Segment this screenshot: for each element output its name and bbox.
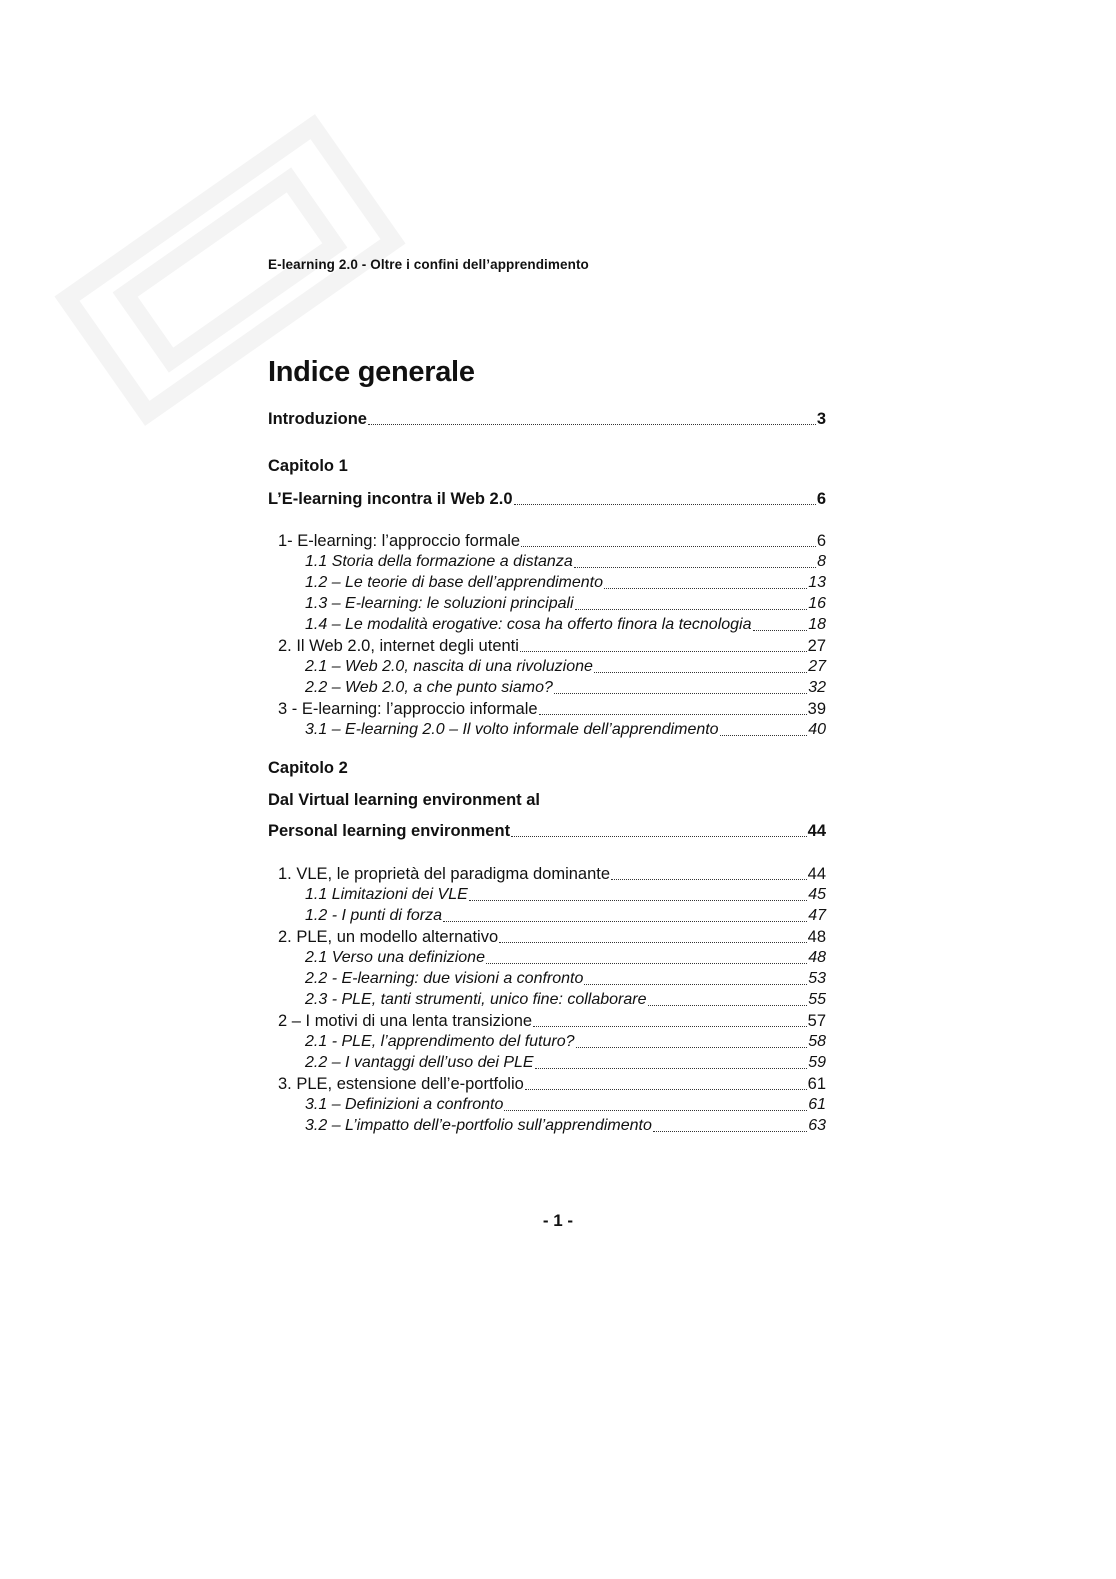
toc-page-number: 57 [807,1012,826,1030]
chapter-1-label: Capitolo 1 [268,457,348,475]
dot-leader [499,941,807,943]
toc-entry-introduzione[interactable] [268,408,826,430]
dot-leader [443,920,807,922]
toc-entry-label: 2.3 - PLE, tanti strumenti, unico fine: collaborare [305,991,647,1008]
toc-entry[interactable] [305,989,826,1011]
dot-leader [511,835,807,837]
toc-page-number: 27 [807,637,826,655]
toc-entry-label: 2.1 Verso una definizione [305,949,485,966]
dot-leader [521,545,816,547]
toc-page-number: 6 [816,532,826,550]
toc-page-number: 44 [807,865,826,883]
chapter-2-title-line1: Dal Virtual learning environment al [268,791,541,809]
toc-entry[interactable] [278,863,826,885]
toc-entry-chapter-2-title[interactable] [268,820,826,842]
toc-entry-label: 3.1 – E-learning 2.0 – Il volto informale dell’apprendimento [305,721,719,738]
dot-leader [486,962,807,964]
dot-leader [539,713,807,715]
toc-entry[interactable] [305,1115,826,1137]
toc-page-number: 58 [808,1033,826,1050]
dot-leader [720,734,808,736]
page-title: Indice generale [268,356,475,388]
dot-leader [653,1130,807,1132]
toc-entry-label: 1.1 Storia della formazione a distanza [305,553,573,570]
dot-leader [575,608,808,610]
dot-leader [533,1025,807,1027]
dot-leader [574,566,816,568]
toc-entry-label: 2 – I motivi di una lenta transizione [278,1012,533,1030]
toc-entry-label: 2.2 – Web 2.0, a che punto siamo? [305,679,553,696]
toc-entry-label: 1.1 Limitazioni dei VLE [305,886,468,903]
toc-entry-chapter-1-title[interactable] [268,488,826,510]
toc-entry[interactable] [305,947,826,969]
toc-entry-label: 1.4 – Le modalità erogative: cosa ha offerto finora la tecnologia [305,616,752,633]
toc-entry-label: 3 - E-learning: l’approccio informale [278,700,538,718]
toc-entry-label: 2.2 - E-learning: due visioni a confronto [305,970,584,987]
toc-entry[interactable] [305,884,826,906]
dot-leader [648,1004,808,1006]
toc-entry-label: 2. Il Web 2.0, internet degli utenti [278,637,519,655]
toc-entry[interactable] [305,1094,826,1116]
toc-page-number: 47 [808,907,826,924]
dot-leader [611,878,807,880]
toc-entry[interactable] [278,1073,826,1095]
toc-entry-label: 2.2 – I vantaggi dell’uso dei PLE [305,1054,534,1071]
toc-entry-label: 3. PLE, estensione dell’e-portfolio [278,1075,524,1093]
toc-page-number: 45 [808,886,826,903]
toc-entry-label: 2.1 – Web 2.0, nascita di una rivoluzione [305,658,593,675]
dot-leader [584,983,807,985]
toc-page-number: 48 [808,949,826,966]
toc-page-number: 16 [808,595,826,612]
toc-entry[interactable] [305,614,826,636]
toc-entry[interactable] [305,719,826,741]
dot-leader [604,587,807,589]
dot-leader [368,423,816,425]
toc-entry[interactable] [305,572,826,594]
toc-entry-label: 1.3 – E-learning: le soluzioni principali [305,595,574,612]
toc-entry[interactable] [305,677,826,699]
toc-entry[interactable] [305,968,826,990]
dot-leader [514,503,816,505]
toc-entry[interactable] [305,905,826,927]
toc-page-number: 44 [807,822,826,840]
toc-page-number: 39 [807,700,826,718]
toc-page-number: 3 [816,410,826,428]
toc-entry-label: Personal learning environment [268,822,511,840]
toc-page-number: 18 [808,616,826,633]
toc-entry-label: 1.2 - I punti di forza [305,907,442,924]
toc-page-number: 59 [808,1054,826,1071]
dot-leader [576,1046,808,1048]
toc-entry[interactable] [305,656,826,678]
toc-entry-label: Introduzione [268,410,367,428]
toc-page-number: 61 [808,1096,826,1113]
toc-entry[interactable] [278,698,826,720]
toc-entry[interactable] [305,1031,826,1053]
toc-page-number: 40 [808,721,826,738]
toc-page-number: 27 [808,658,826,675]
toc-entry-label: 3.1 – Definizioni a confronto [305,1096,504,1113]
dot-leader [520,650,807,652]
toc-entry[interactable] [278,530,826,552]
toc-entry-label: 3.2 – L’impatto dell’e-portfolio sull’apprendimento [305,1117,652,1134]
toc-entry-label: 2. PLE, un modello alternativo [278,928,499,946]
toc-page-number: 63 [808,1117,826,1134]
toc-entry-label: 2.1 - PLE, l’apprendimento del futuro? [305,1033,575,1050]
dot-leader [535,1067,808,1069]
toc-entry[interactable] [305,593,826,615]
toc-page-number: 8 [817,553,826,570]
dot-leader [469,899,807,901]
toc-entry[interactable] [305,1052,826,1074]
toc-page-number: 13 [808,574,826,591]
toc-entry-label: 1. VLE, le proprietà del paradigma dominante [278,865,611,883]
toc-entry[interactable] [278,1010,826,1032]
toc-entry[interactable] [278,635,826,657]
dot-leader [594,671,807,673]
dot-leader [753,629,808,631]
toc-page-number: 55 [808,991,826,1008]
toc-entry[interactable] [278,926,826,948]
dot-leader [554,692,807,694]
toc-entry-label: L’E-learning incontra il Web 2.0 [268,490,513,508]
page-number: - 1 - [542,1211,574,1230]
toc-entry-label: 1.2 – Le teorie di base dell’apprendimento [305,574,603,591]
chapter-2-label: Capitolo 2 [268,759,348,777]
toc-entry[interactable] [305,551,826,573]
dot-leader [504,1109,807,1111]
toc-entry-label: 1- E-learning: l’approccio formale [278,532,521,550]
toc-page-number: 6 [816,490,826,508]
toc-page-number: 61 [807,1075,826,1093]
toc-page-number: 53 [808,970,826,987]
toc-page-number: 32 [808,679,826,696]
dot-leader [525,1088,807,1090]
toc-page-number: 48 [807,928,826,946]
running-header: E-learning 2.0 - Oltre i confini dell’apprendimento [268,257,589,272]
